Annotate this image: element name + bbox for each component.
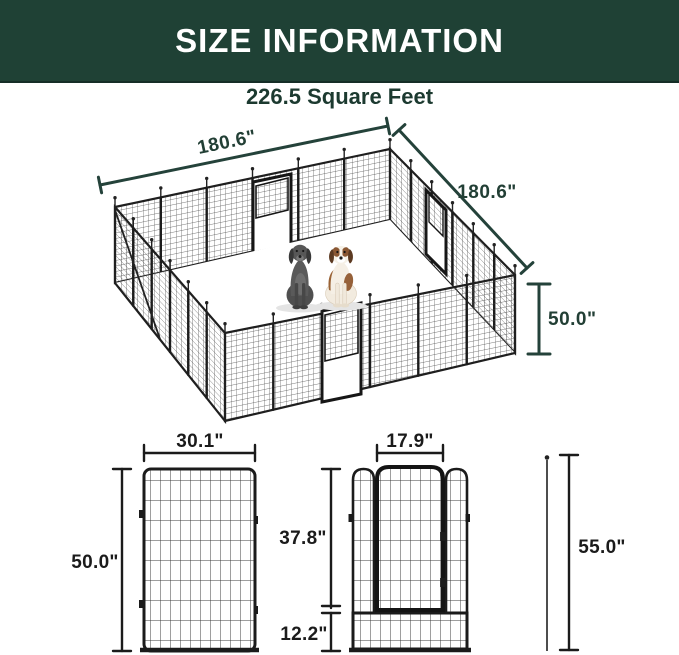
saint-bernard-dog [326, 246, 357, 307]
door-hinge [441, 578, 447, 587]
pen-height-label: 50.0" [548, 309, 597, 330]
total-height-drawing [545, 455, 626, 651]
dimension-panel-width [144, 431, 255, 461]
dimension-pen-height [528, 284, 597, 354]
dimension-panel-height [71, 469, 131, 651]
square-feet-subtitle: 226.5 Square Feet [245, 84, 434, 109]
dimension-total-height [560, 455, 626, 650]
dimension-bottom-height [280, 613, 340, 651]
panel-door [377, 467, 443, 610]
panel-detail-diagrams [0, 420, 679, 655]
total-height-label: 55.0" [578, 537, 626, 558]
dimension-door-height [279, 469, 340, 613]
panel-height-label: 50.0" [71, 552, 119, 573]
bottom-height-label: 12.2" [280, 624, 328, 645]
pen-side-depth-label: 180.6" [457, 182, 517, 203]
dimension-door-width [377, 431, 443, 461]
door-height-label: 37.8" [279, 528, 327, 549]
header-banner [0, 0, 679, 83]
single-panel-drawing [71, 431, 259, 651]
page-title: SIZE INFORMATION [175, 21, 504, 59]
door-latch [441, 532, 447, 541]
panel-width-label: 30.1" [176, 431, 224, 452]
pen-3d-diagram [0, 108, 679, 438]
door-panel-drawing [279, 431, 471, 651]
pen-back-width-label: 180.6" [195, 126, 259, 159]
door-width-label: 17.9" [386, 431, 434, 452]
